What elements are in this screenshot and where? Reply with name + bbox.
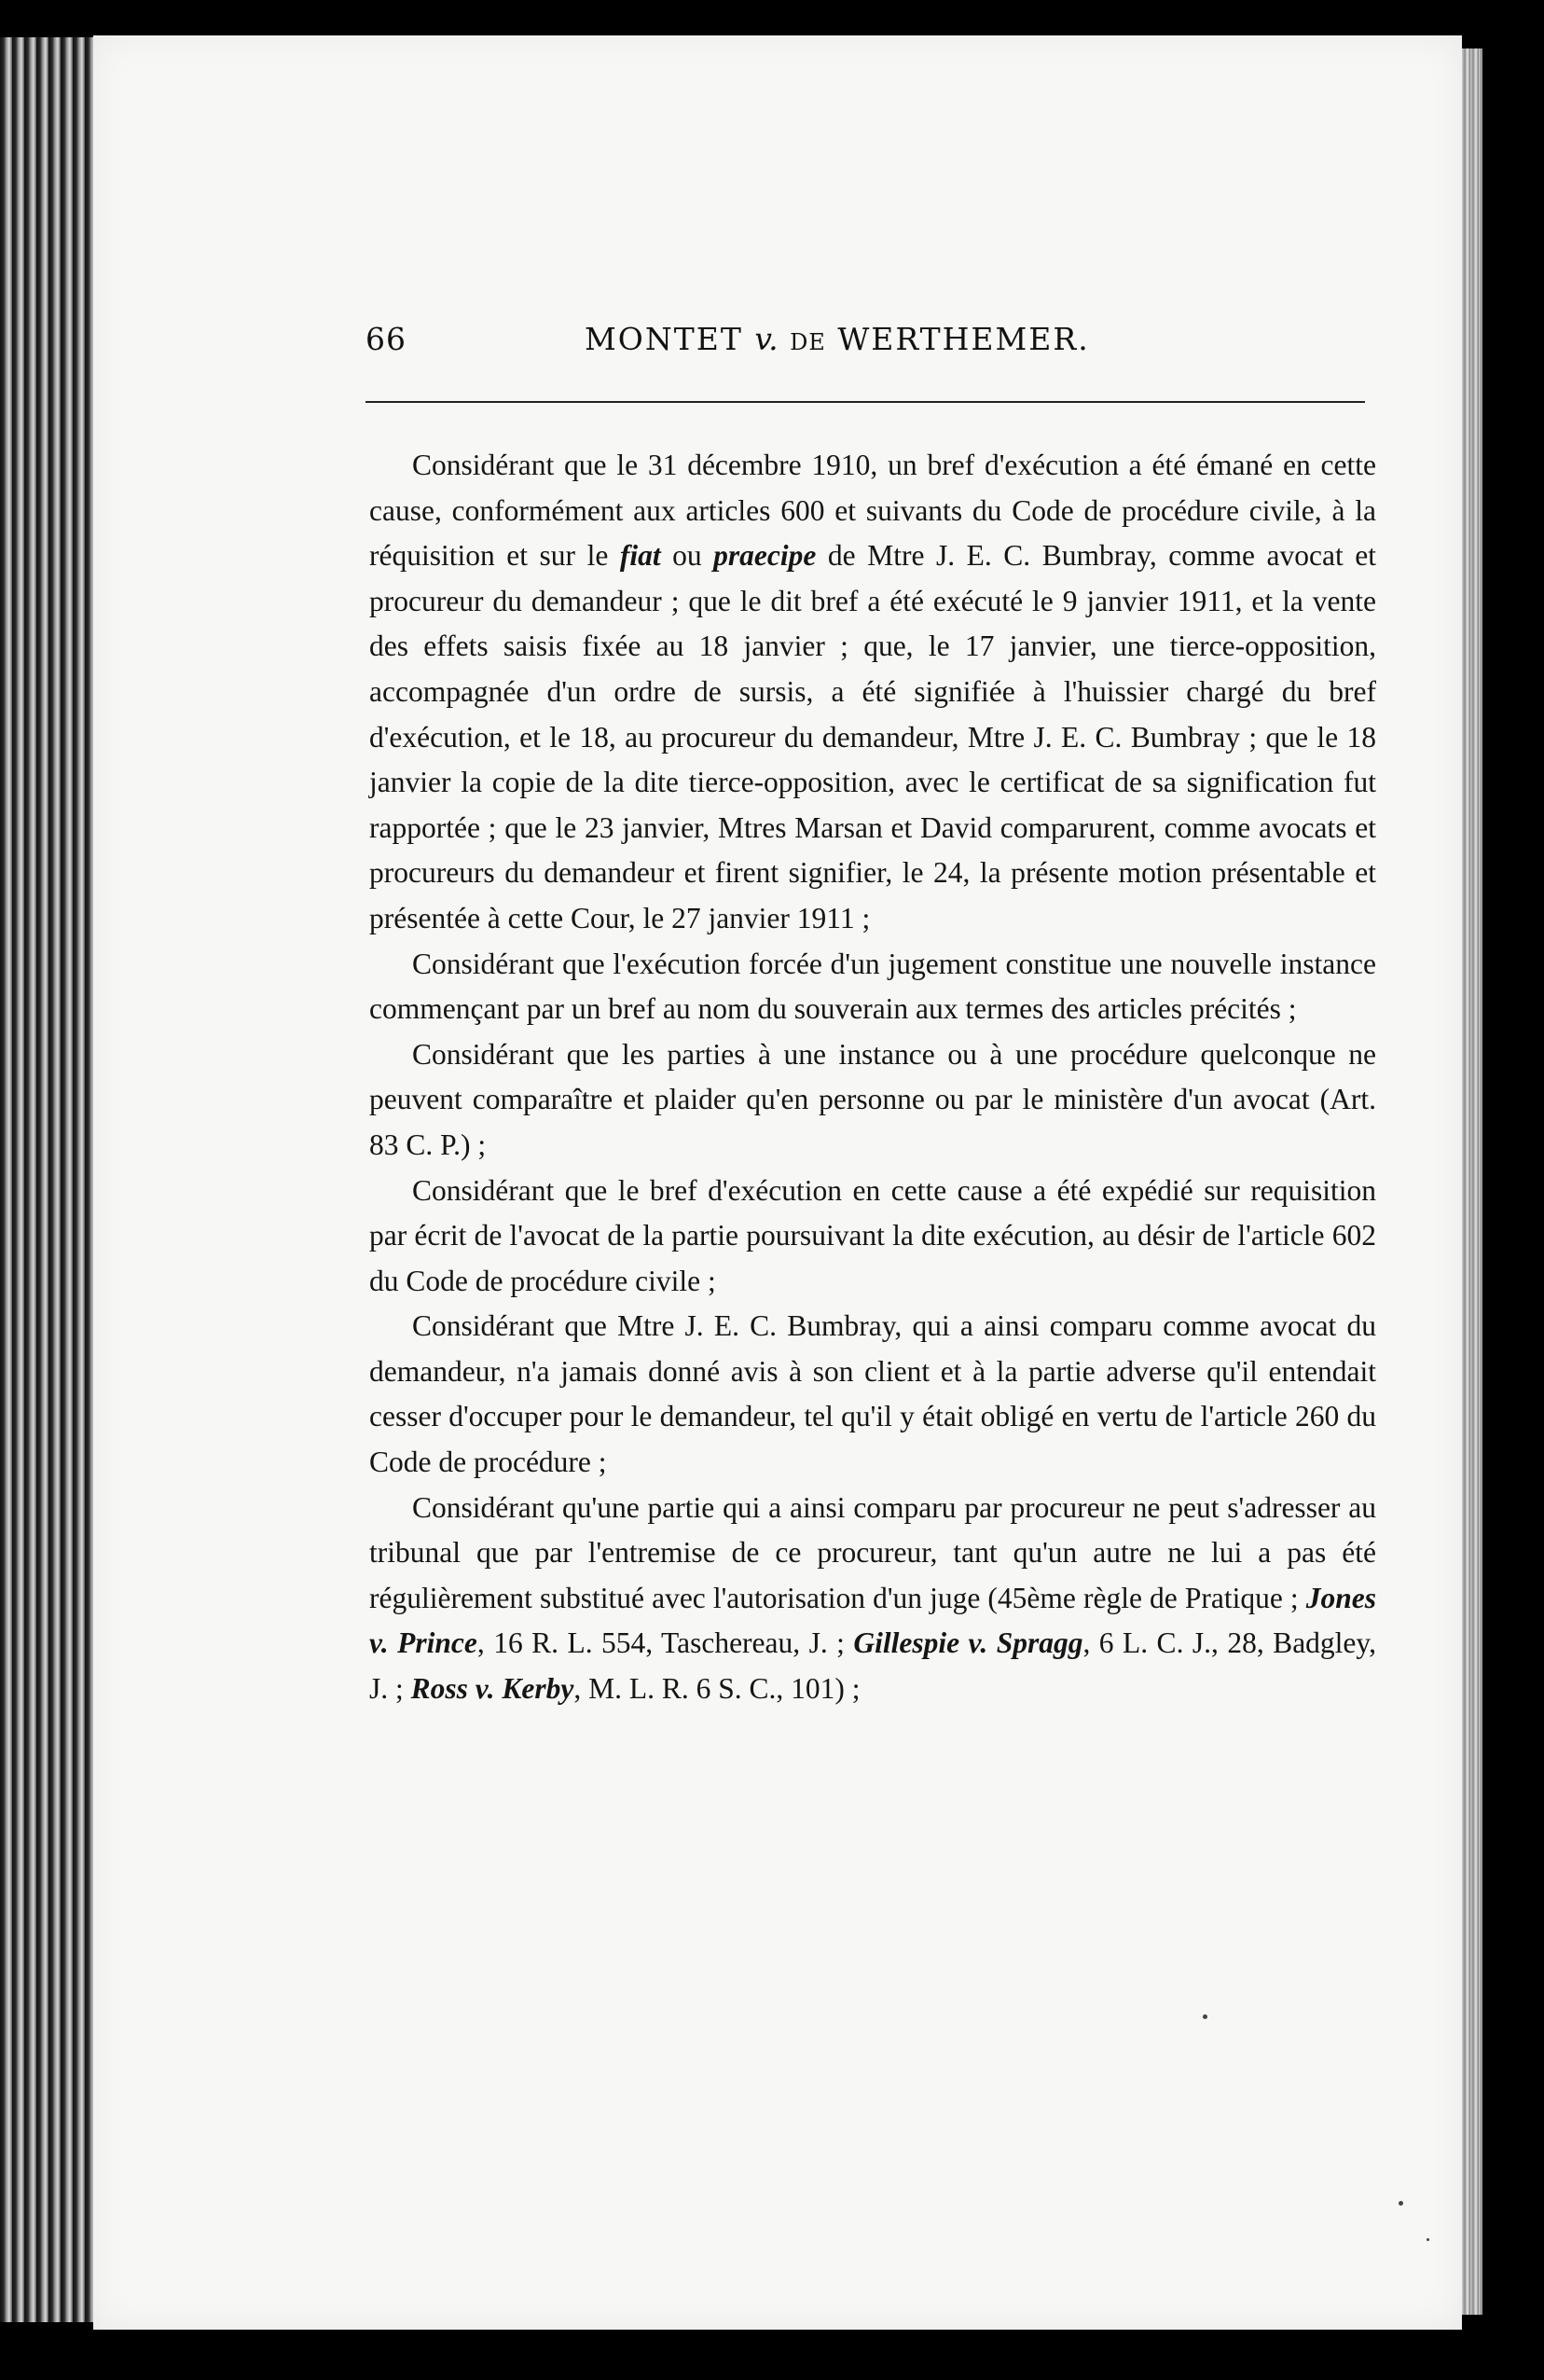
body-text	[369, 443, 1376, 1712]
paragraph-1-fiat: fiat	[619, 539, 661, 573]
title-left: MONTET	[585, 321, 743, 357]
running-header	[365, 321, 1363, 367]
page-number: 66	[365, 321, 407, 357]
paragraph-5: Considérant que Mtre J. E. C. Bumbray, qui a ainsi comparu comme avocat du demandeur, n'a jamais donné avis à son client et à la partie adverse qu'il entendait cesser d'occuper pour le demandeur, tel qu'il y était obligé en vertu de l'article 260 du Code de procédure ;	[369, 1309, 1376, 1479]
paragraph-1-praecipe: praecipe	[713, 539, 817, 573]
print-speck	[1427, 2238, 1429, 2241]
paragraph-1-text-a: Considérant que le 31 décembre 1910, un bref d'exécution a été émané en cette cause, conformément aux articles 600 et suivants du Code de procédure civile, à la réquisition et sur le	[369, 449, 1376, 573]
paragraph-6-text-c: , 16 R. L. 554, Taschereau, J. ;	[476, 1626, 854, 1660]
paragraph-6	[369, 1486, 1376, 1712]
paragraph-4: Considérant que le bref d'exécution en cette cause a été expédié sur requisition par écrit de l'avocat de la partie poursuivant la dite exécution, au désir de l'article 602 du Code de procédure civile ;	[369, 1173, 1376, 1297]
title-v: v.	[754, 321, 779, 357]
running-title	[585, 321, 1090, 357]
paragraph-1	[369, 443, 1376, 942]
title-right: WERTHEMER.	[837, 321, 1090, 357]
paragraph-6-text-a: Considérant qu'une partie qui a ainsi comparu par procureur ne peut s'adresser au tribunal que par l'entremise de ce procureur, tant qu'un autre ne lui a pas été régulièrement substitué avec l'autorisation d'un juge (45ème règle de Pratique ;	[369, 1490, 1376, 1614]
title-de: DE	[790, 329, 826, 355]
paragraph-1-text-c: ou	[660, 539, 714, 573]
print-speck	[1399, 2201, 1403, 2206]
paragraph-3: Considérant que les parties à une instance ou à une procédure quelconque ne peuvent comparaître et plaider qu'en personne ou par le ministère d'un avocat (Art. 83 C. P.) ;	[369, 1037, 1376, 1161]
paragraph-2: Considérant que l'exécution forcée d'un jugement constitue une nouvelle instance commençant par un bref au nom du souverain aux termes des articles précités ;	[369, 947, 1376, 1026]
header-rule	[365, 401, 1365, 403]
paragraph-6-text-e: , 6 L. C. J., 28, Badgley, J. ;	[369, 1626, 1376, 1706]
case-gillespie-v-spragg: Gillespie v. Spragg	[853, 1626, 1083, 1660]
case-jones-v-prince: Jones v. Prince	[369, 1581, 1376, 1660]
case-ross-v-kerby: Ross v. Kerby	[410, 1672, 574, 1706]
page-stack-right-edges	[1462, 48, 1482, 2315]
paragraph-6-text-g: , M. L. R. 6 S. C., 101) ;	[573, 1672, 861, 1706]
paragraph-1-text-e: de Mtre J. E. C. Bumbray, comme avocat et procureur du demandeur ; que le dit bref a été exécuté le 9 janvier 1911, et la vente des effets saisis fixée au 18 janvier ; que, le 17 janvier, une tierce-opposition, accompagnée d'un ordre de sursis, a été signifiée à l'huissier chargé du bref d'exécution, et le 18, au procureur du demandeur, Mtre J. E. C. Bumbray ; que le 18 janvier la copie de la dite tierce-opposition, avec le certificat de sa signification fut rapportée ; que le 23 janvier, Mtres Marsan et David comparurent, comme avocats et procureurs du demandeur et firent signifier, le 24, la présente motion présentable et présentée à cette Cour, le 27 janvier 1911 ;	[369, 539, 1377, 934]
print-speck	[1203, 2014, 1207, 2019]
